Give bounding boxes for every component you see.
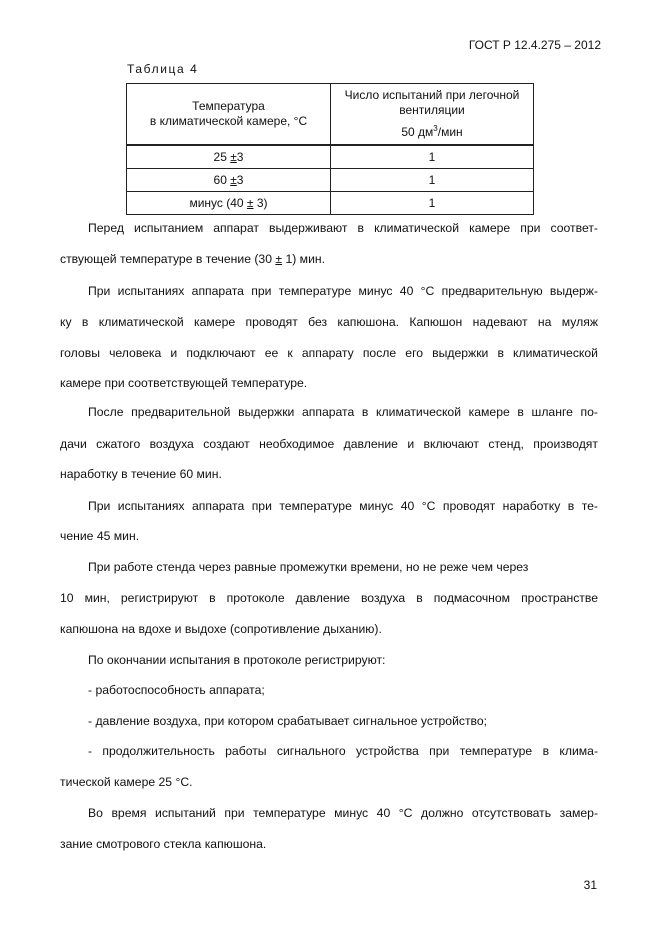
temperature-cell [127, 192, 331, 215]
p5-line1: При работе стенда через равные промежутки времени, но не реже чем через [88, 560, 529, 574]
p3-line1: После предварительной выдержки аппарата в климатической камере в шланге по- [88, 405, 598, 419]
count-header-line2: вентиляции [399, 103, 465, 117]
ventilation-value: 50 дм [401, 125, 434, 139]
count-cell: 1 [331, 192, 534, 215]
temperature-cell [127, 169, 331, 192]
temperature-header-line1: Температура [192, 99, 265, 113]
tolerance-value: 3 [236, 150, 244, 164]
p5-line3: капюшона на вдохе и выдохе (сопротивление дыханию). [60, 622, 382, 636]
p4-line2: чение 45 мин. [60, 529, 140, 543]
p10-line1: Во время испытаний при температуре минус 40 °С должно отсутствовать замер- [88, 806, 598, 820]
count-cell: 1 [331, 145, 534, 169]
temperature-value: минус (40 [189, 196, 247, 210]
test-count-table [126, 83, 534, 215]
list-item-duration-line2: тической камере 25 °С. [60, 775, 193, 789]
list-item-air-pressure: - давление воздуха, при котором срабатывает сигнальное устройство; [88, 714, 488, 728]
p2-line2: ку в климатической камере проводят без капюшона. Капюшон надевают на муляж [60, 315, 598, 329]
p4-line1: При испытаниях аппарата при температуре минус 40 °С проводят наработку в те- [88, 499, 598, 513]
p1-line2-text: ствующей температуре в течение (30 [60, 252, 276, 266]
p3-line2: дачи сжатого воздуха создают необходимое давление и включают стенд, производят [60, 437, 598, 451]
tolerance-value: 3) [253, 196, 268, 210]
table-row [127, 145, 534, 169]
p2-line4: камере при соответствующей температуре. [60, 376, 308, 390]
temperature-value: 60 [213, 173, 231, 187]
p5-line2: 10 мин, регистрируют в протоколе давление воздуха в подмасочном пространстве [60, 591, 598, 605]
p3-line3: наработку в течение 60 мин. [60, 467, 222, 481]
table-caption: Таблица 4 [127, 62, 199, 76]
table-row [127, 169, 534, 192]
temperature-value: 25 [213, 150, 231, 164]
temperature-cell [127, 145, 331, 169]
table-row [127, 192, 534, 215]
table-header-row [127, 84, 534, 146]
tolerance-value: 3 [236, 173, 244, 187]
plus-minus-sign: ± [230, 150, 237, 164]
plus-minus-sign: ± [230, 173, 237, 187]
p2-line3: головы человека и подключают ее к аппарату после его выдержки в климатической [60, 346, 598, 360]
p6-line1: По окончании испытания в протоколе регистрируют: [88, 653, 386, 667]
temperature-column-header [127, 84, 331, 146]
p1-line1: Перед испытанием аппарат выдерживают в климатической камере при соответ- [88, 221, 598, 235]
list-item-duration-line1: - продолжительность работы сигнального устройства при температуре в клима- [88, 744, 598, 758]
unit-exponent: 3 [433, 124, 438, 133]
p10-line2: зание смотрового стекла капюшона. [60, 837, 267, 851]
ventilation-unit: /мин [437, 125, 463, 139]
temperature-header-line2: в климатической камере, °С [149, 114, 308, 128]
page-number: 31 [583, 878, 597, 892]
count-cell: 1 [331, 169, 534, 192]
test-count-column-header [331, 84, 534, 146]
count-header-line1: Число испытаний при легочной [344, 88, 520, 102]
count-header-line3 [331, 121, 533, 140]
document-header: ГОСТ Р 12.4.275 – 2012 [468, 38, 601, 52]
plus-minus-sign: ± [275, 252, 283, 266]
p1-line2 [60, 252, 598, 266]
p2-line1: При испытаниях аппарата при температуре минус 40 °С предварительную выдерж- [88, 284, 598, 298]
p1-line2-end: 1) мин. [282, 252, 325, 266]
plus-minus-sign: ± [246, 196, 254, 210]
list-item-serviceability: - работоспособность аппарата; [88, 683, 265, 697]
